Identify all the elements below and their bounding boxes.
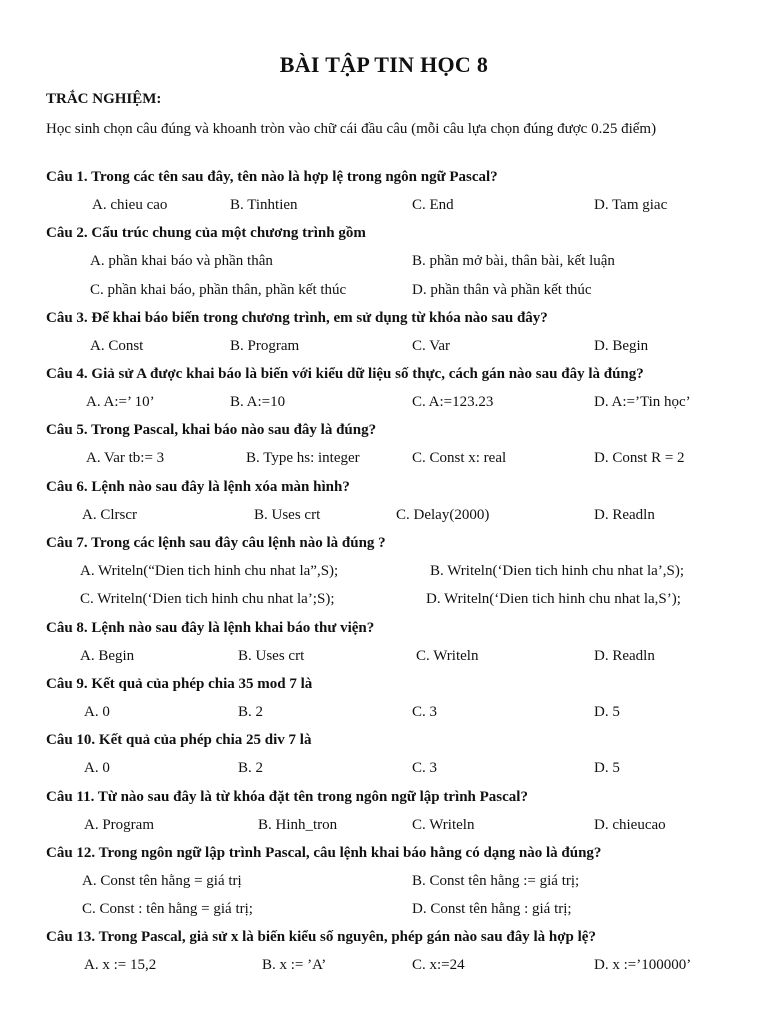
answer-option[interactable]: D. Writeln(‘Dien tich hinh chu nhat la,S’); [426, 591, 681, 607]
answer-option[interactable]: B. Writeln(‘Dien tich hinh chu nhat la’,S); [430, 563, 685, 579]
question-7: Câu 7. Trong các lệnh sau đây câu lệnh nào là đúng ? [46, 535, 386, 551]
answer-option[interactable]: A. Writeln(“Dien tich hinh chu nhat la”,S); [80, 563, 339, 579]
question-5: Câu 5. Trong Pascal, khai báo nào sau đây là đúng? [46, 422, 377, 438]
answer-option[interactable]: D. chieucao [594, 817, 666, 833]
answer-option[interactable]: C. Writeln [416, 648, 479, 664]
answer-row [0, 957, 768, 977]
answer-row [0, 563, 768, 583]
answer-option[interactable]: C. Var [412, 338, 451, 354]
answer-row [0, 253, 768, 273]
answer-row [0, 338, 768, 358]
question-10: Câu 10. Kết quả của phép chia 25 div 7 là [46, 732, 312, 748]
answer-row [0, 873, 768, 893]
answer-option[interactable]: A. chieu cao [92, 197, 168, 213]
answer-option[interactable]: D. 5 [594, 704, 620, 720]
answer-option[interactable]: B. Const tên hằng := giá trị; [412, 873, 580, 889]
question-2: Câu 2. Cấu trúc chung của một chương trình gồm [46, 225, 366, 241]
question-13: Câu 13. Trong Pascal, giả sử x là biến kiểu số nguyên, phép gán nào sau đây là hợp lệ? [46, 929, 596, 945]
answer-option[interactable]: D. 5 [594, 760, 620, 776]
answer-option[interactable]: C. Writeln(‘Dien tich hinh chu nhat la’;S); [80, 591, 335, 607]
answer-option[interactable]: D. Readln [594, 507, 655, 523]
answer-option[interactable]: A. phần khai báo và phần thân [90, 253, 273, 269]
answer-row [0, 648, 768, 668]
answer-option[interactable]: A. Begin [80, 648, 135, 664]
answer-row [0, 450, 768, 470]
answer-row [0, 901, 768, 921]
answer-option[interactable]: C. A:=123.23 [412, 394, 494, 410]
answer-row [0, 394, 768, 414]
answer-option[interactable]: C. Delay(2000) [396, 507, 490, 523]
instructions-text: Học sinh chọn câu đúng và khoanh tròn vào chữ cái đầu câu (mỗi câu lựa chọn đúng được 0.25 điểm) [46, 121, 657, 137]
answer-option[interactable]: B. Tinhtien [230, 197, 298, 213]
answer-option[interactable]: B. Type hs: integer [246, 450, 360, 466]
answer-row [0, 704, 768, 724]
answer-option[interactable]: D. phần thân và phần kết thúc [412, 282, 592, 298]
question-8: Câu 8. Lệnh nào sau đây là lệnh khai báo thư viện? [46, 620, 375, 636]
answer-row [0, 817, 768, 837]
answer-option[interactable]: C. x:=24 [412, 957, 465, 973]
question-3: Câu 3. Để khai báo biến trong chương trình, em sử dụng từ khóa nào sau đây? [46, 310, 548, 326]
answer-option[interactable]: B. A:=10 [230, 394, 286, 410]
answer-option[interactable]: A. 0 [84, 760, 110, 776]
answer-option[interactable]: B. phần mở bài, thân bài, kết luận [412, 253, 615, 269]
answer-option[interactable]: B. Uses crt [254, 507, 321, 523]
answer-option[interactable]: B. Hinh_tron [258, 817, 338, 833]
answer-row [0, 591, 768, 611]
answer-row [0, 282, 768, 302]
answer-option[interactable]: A. 0 [84, 704, 110, 720]
answer-option[interactable]: C. phần khai báo, phần thân, phần kết thúc [90, 282, 347, 298]
answer-option[interactable]: D. A:=’Tin học’ [594, 394, 691, 410]
section-heading: TRẮC NGHIỆM: [46, 91, 162, 107]
answer-option[interactable]: B. Program [230, 338, 300, 354]
answer-option[interactable]: A. Var tb:= 3 [86, 450, 165, 466]
answer-option[interactable]: B. 2 [238, 704, 264, 720]
answer-option[interactable]: D. Begin [594, 338, 649, 354]
answer-option[interactable]: A. Const [90, 338, 144, 354]
page-title: BÀI TẬP TIN HỌC 8 [279, 52, 489, 77]
answer-row [0, 197, 768, 217]
answer-option[interactable]: C. Const x: real [412, 450, 507, 466]
answer-option[interactable]: A. Program [84, 817, 154, 833]
answer-option[interactable]: B. 2 [238, 760, 264, 776]
answer-option[interactable]: B. x := ’A’ [262, 957, 327, 973]
answer-option[interactable]: D. Tam giac [594, 197, 668, 213]
answer-option[interactable]: A. Const tên hằng = giá trị [82, 873, 242, 889]
answer-option[interactable]: A. Clrscr [82, 507, 137, 523]
answer-option[interactable]: C. End [412, 197, 454, 213]
question-11: Câu 11. Từ nào sau đây là từ khóa đặt tên trong ngôn ngữ lập trình Pascal? [46, 789, 528, 805]
question-1: Câu 1. Trong các tên sau đây, tên nào là hợp lệ trong ngôn ngữ Pascal? [46, 169, 498, 185]
answer-option[interactable]: C. 3 [412, 760, 438, 776]
answer-option[interactable]: D. Const R = 2 [594, 450, 685, 466]
answer-option[interactable]: A. A:=’ 10’ [86, 394, 155, 410]
question-4: Câu 4. Giả sử A được khai báo là biến với kiểu dữ liệu số thực, cách gán nào sau đây là đúng? [46, 366, 644, 382]
answer-option[interactable]: C. Writeln [412, 817, 475, 833]
answer-option[interactable]: B. Uses crt [238, 648, 305, 664]
answer-option[interactable]: A. x := 15,2 [84, 957, 157, 973]
question-6: Câu 6. Lệnh nào sau đây là lệnh xóa màn hình? [46, 479, 350, 495]
question-9: Câu 9. Kết quả của phép chia 35 mod 7 là [46, 676, 313, 692]
answer-option[interactable]: D. x :=’100000’ [594, 957, 692, 973]
answer-row [0, 760, 768, 780]
answer-row [0, 507, 768, 527]
question-12: Câu 12. Trong ngôn ngữ lập trình Pascal, câu lệnh khai báo hằng có dạng nào là đúng? [46, 845, 602, 861]
answer-option[interactable]: C. 3 [412, 704, 438, 720]
answer-option[interactable]: C. Const : tên hằng = giá trị; [82, 901, 253, 917]
answer-option[interactable]: D. Readln [594, 648, 655, 664]
answer-option[interactable]: D. Const tên hằng : giá trị; [412, 901, 572, 917]
